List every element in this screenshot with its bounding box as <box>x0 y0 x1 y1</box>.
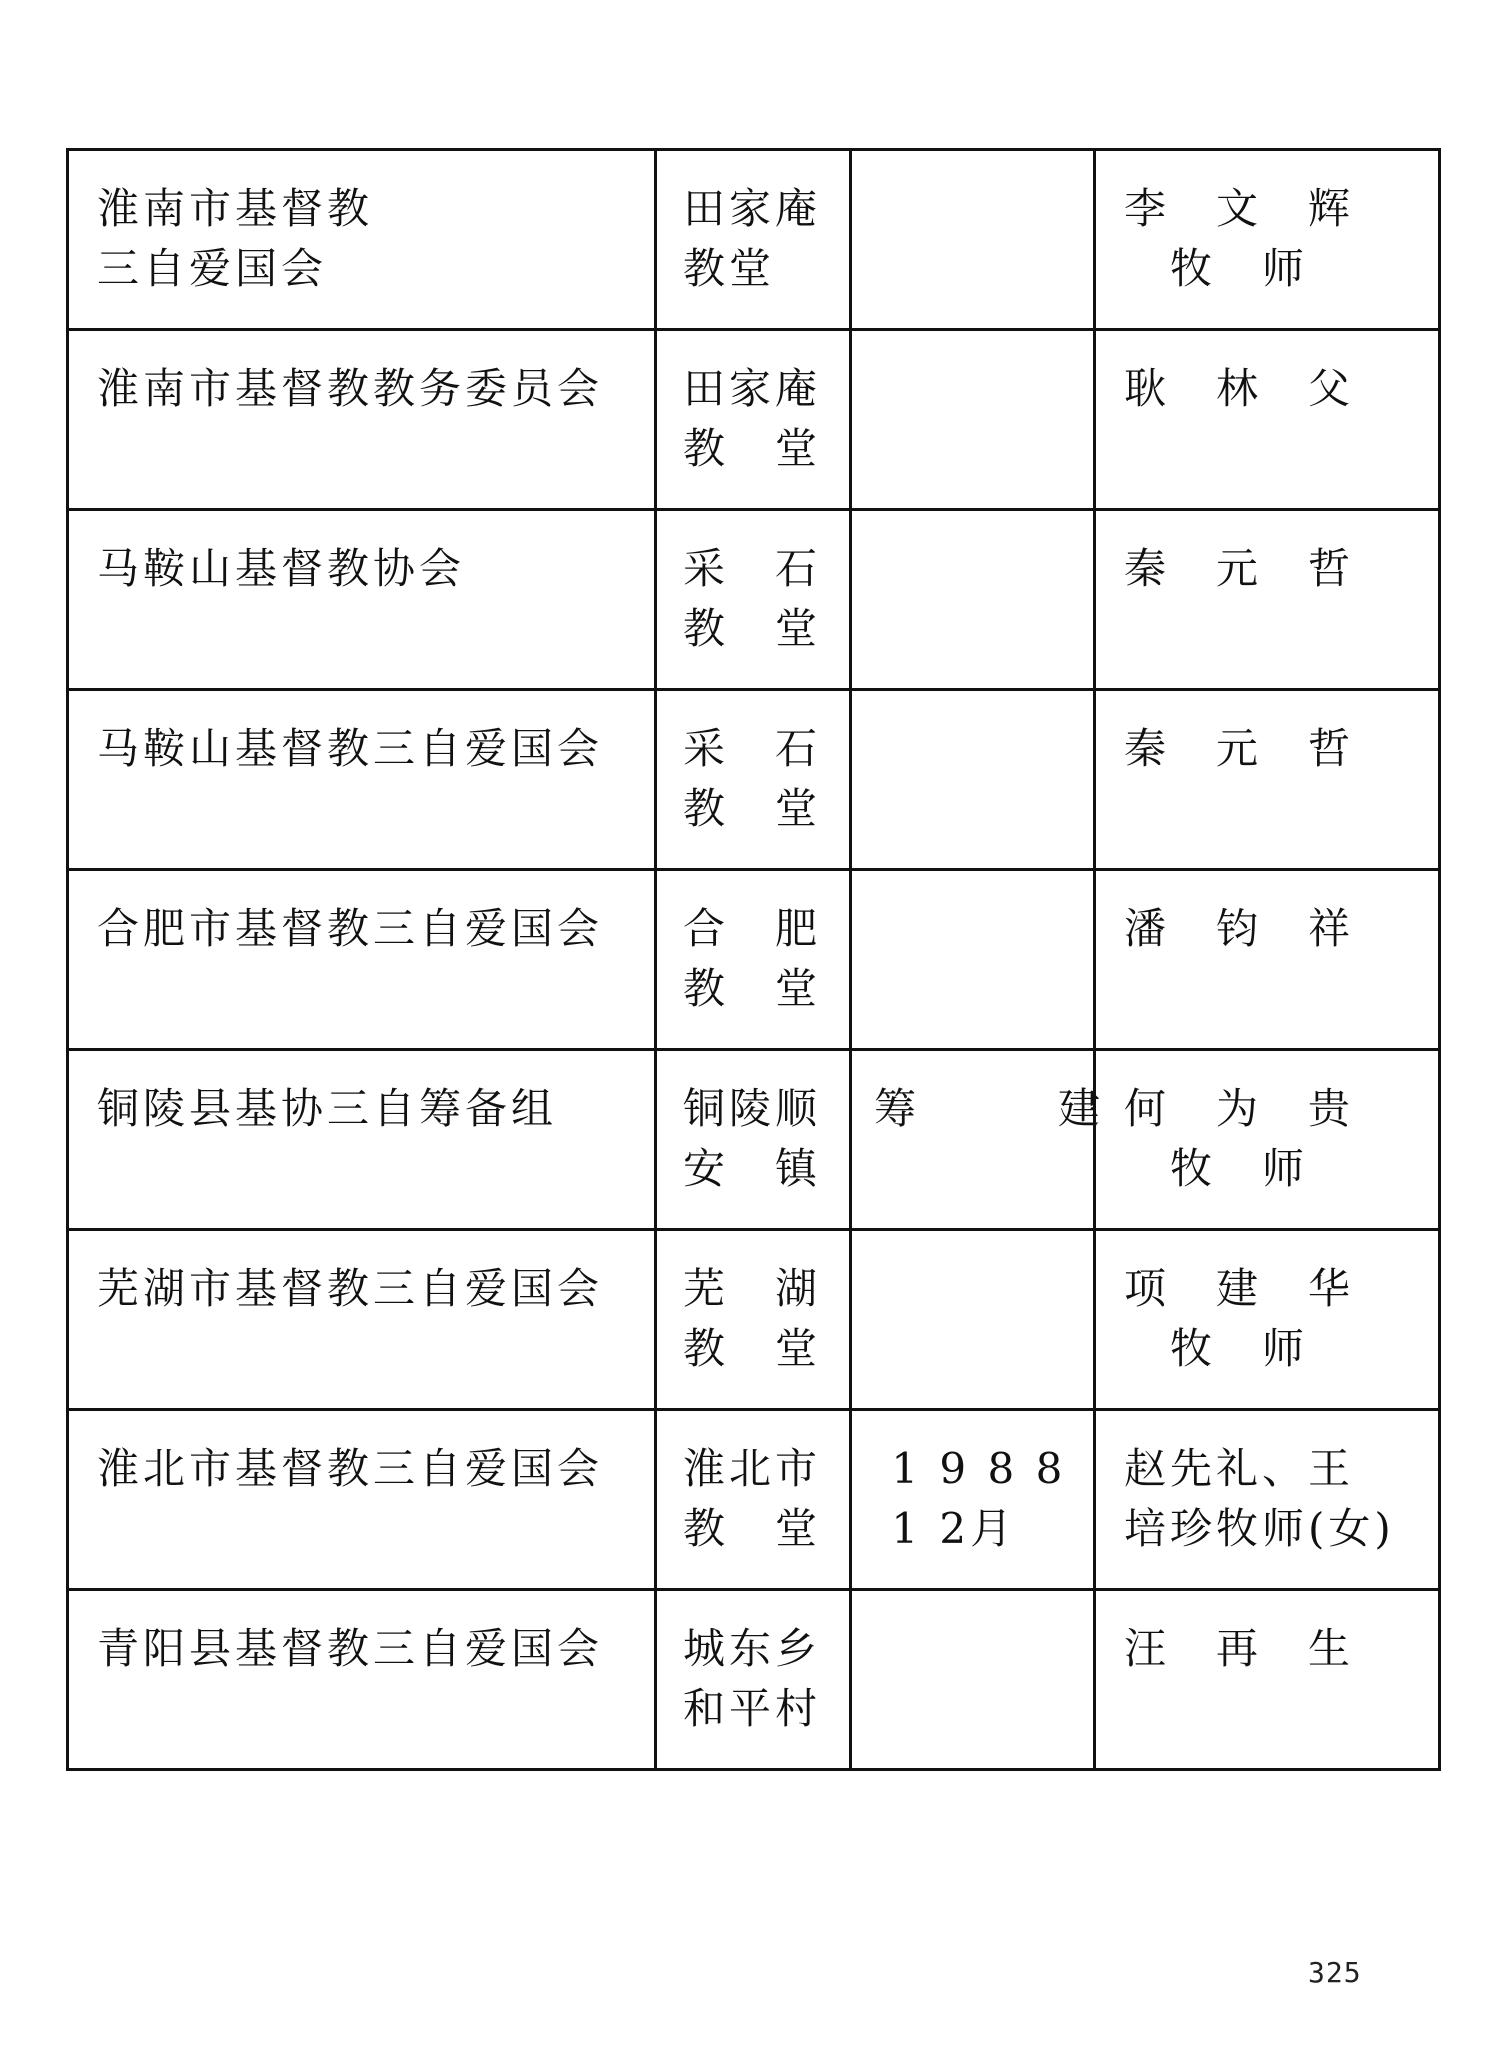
table-row <box>68 330 1440 510</box>
person-name: 耿 林 父 <box>1124 364 1355 413</box>
date-cell <box>851 690 1095 870</box>
date-cell <box>851 1410 1095 1590</box>
date-text <box>852 331 1093 359</box>
organization-cell <box>68 1230 656 1410</box>
table-row <box>68 690 1440 870</box>
date-text <box>852 691 1093 719</box>
date-cell <box>851 1590 1095 1770</box>
person-cell <box>1095 1410 1440 1590</box>
organization-name: 淮北市基督教三自爱国会 <box>97 1444 604 1493</box>
table-row <box>68 150 1440 330</box>
person-name: 秦 元 哲 <box>1124 724 1355 773</box>
venue-name: 采 石 教 堂 <box>683 544 822 653</box>
venue-cell <box>656 870 851 1050</box>
organization-cell <box>68 1410 656 1590</box>
page-number: 325 <box>1308 1956 1362 1989</box>
organization-name: 芜湖市基督教三自爱国会 <box>97 1264 604 1313</box>
venue-cell <box>656 1590 851 1770</box>
venue-name: 田家庵 教堂 <box>683 184 822 293</box>
date-cell <box>851 330 1095 510</box>
venue-cell <box>656 1050 851 1230</box>
person-name: 潘 钧 祥 <box>1124 904 1355 953</box>
date-cell <box>851 870 1095 1050</box>
table-row <box>68 1050 1440 1230</box>
person-name: 汪 再 生 <box>1124 1624 1355 1673</box>
organization-name: 铜陵县基协三自筹备组 <box>97 1084 558 1133</box>
date-text: 1 9 8 8 1 2月 <box>891 1444 1067 1553</box>
organization-cell <box>68 150 656 330</box>
date-text <box>852 1231 1093 1259</box>
venue-name: 合 肥 教 堂 <box>683 904 822 1013</box>
organization-cell <box>68 690 656 870</box>
venue-name: 淮北市 教 堂 <box>683 1444 822 1553</box>
person-name: 项 建 华 牧 师 <box>1124 1264 1355 1373</box>
venue-name: 铜陵顺 安 镇 <box>683 1084 822 1193</box>
date-text: 筹 建 <box>874 1084 1105 1133</box>
organization-cell <box>68 1590 656 1770</box>
table-row <box>68 870 1440 1050</box>
organization-cell <box>68 870 656 1050</box>
person-cell <box>1095 150 1440 330</box>
date-text <box>852 151 1093 179</box>
organization-cell <box>68 330 656 510</box>
date-cell <box>851 1050 1105 1230</box>
date-cell <box>851 510 1095 690</box>
date-text <box>852 1591 1093 1619</box>
person-cell <box>1095 1050 1440 1230</box>
person-cell <box>1095 1590 1440 1770</box>
person-name: 何 为 贵 牧 师 <box>1124 1084 1355 1193</box>
person-cell <box>1095 690 1440 870</box>
date-text <box>852 511 1093 539</box>
venue-cell <box>656 330 851 510</box>
table-row <box>68 1590 1440 1770</box>
organization-name: 青阳县基督教三自爱国会 <box>97 1624 604 1673</box>
venue-name: 采 石 教 堂 <box>683 724 822 833</box>
organization-cell <box>68 510 656 690</box>
person-cell <box>1095 1230 1440 1410</box>
venue-cell <box>656 1230 851 1410</box>
venue-cell <box>656 1410 851 1590</box>
table-row <box>68 510 1440 690</box>
venue-cell <box>656 690 851 870</box>
venue-cell <box>656 150 851 330</box>
person-name: 赵先礼、王 培珍牧师(女) <box>1124 1444 1395 1553</box>
person-name: 秦 元 哲 <box>1124 544 1355 593</box>
organization-name: 淮南市基督教教务委员会 <box>97 364 604 413</box>
venue-name: 田家庵 教 堂 <box>683 364 822 473</box>
organization-cell <box>68 1050 656 1230</box>
person-cell <box>1095 870 1440 1050</box>
organization-name: 马鞍山基督教协会 <box>97 544 466 593</box>
person-cell <box>1095 510 1440 690</box>
venue-name: 城东乡 和平村 <box>683 1624 822 1733</box>
date-cell <box>851 150 1095 330</box>
organization-table <box>66 148 1441 1771</box>
person-cell <box>1095 330 1440 510</box>
person-name: 李 文 辉 牧 师 <box>1124 184 1355 293</box>
venue-name: 芜 湖 教 堂 <box>683 1264 822 1373</box>
organization-name: 合肥市基督教三自爱国会 <box>97 904 604 953</box>
table-row <box>68 1230 1440 1410</box>
table-row <box>68 1410 1440 1590</box>
organization-name: 马鞍山基督教三自爱国会 <box>97 724 604 773</box>
date-cell <box>851 1230 1095 1410</box>
venue-cell <box>656 510 851 690</box>
date-text <box>852 871 1093 899</box>
organization-name: 淮南市基督教 三自爱国会 <box>97 184 374 293</box>
